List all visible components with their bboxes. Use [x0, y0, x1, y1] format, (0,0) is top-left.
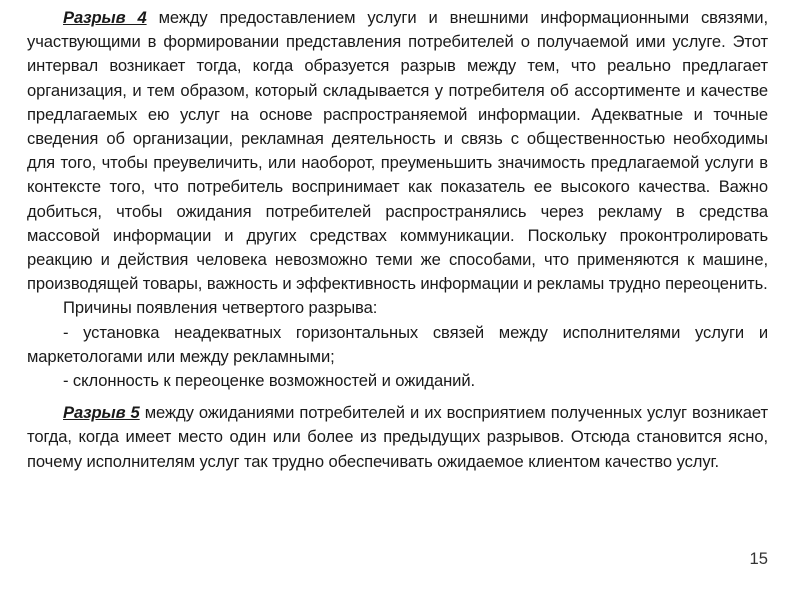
gap-5-paragraph	[27, 401, 768, 474]
gap-4-heading: Разрыв 4	[63, 8, 147, 27]
reason-item-1: - установка неадекватных горизонтальных связей между исполнителями услуги и маркетологами или между рекламными;	[27, 322, 768, 366]
gap-5-heading: Разрыв 5	[63, 403, 140, 423]
gap-4-paragraph	[27, 6, 768, 296]
reasons-intro: Причины появления четвертого разрыва:	[63, 298, 378, 318]
gap-5-text: между ожиданиями потребителей и их восприятием полученных услуг возникает тогда, когда имеет место один или более из предыдущих разрывов. Отсюда становится ясно, почему исполнителям услуг так трудно обеспечивать ожидаемое клиентом качество услуг.	[27, 403, 768, 471]
slide-body	[27, 6, 768, 474]
reason-item-2: - склонность к переоценке возможностей и ожиданий.	[63, 371, 476, 391]
page-number: 15	[749, 549, 768, 568]
gap-4-text: между предоставлением услуги и внешними информационными связями, участвующими в формировании представления потребителей о получаемой ими услуге. Этот интервал возникает тогда, когда образуется разрыв между тем, что реально предлагает организация, и тем образом, который складывается у потребителя об ассортименте и качестве предлагаемых ею услуг на основе распространяемой информации. Адекватные и точные сведения об организации, рекламная деятельность и связь с общественностью необходимы для того, чтобы преувеличить, или наоборот, преуменьшить значимость предлагаемой услуги в контексте того, что потребитель воспринимает как показатель ее высокого качества. Важно добиться, чтобы ожидания потребителей распространялись через рекламу в средства массовой информации и других средствах коммуникации. Поскольку проконтролировать реакцию и действия человека невозможно теми же способами, что применяются к машине, производящей товары, важность и эффективность информации и рекламы трудно переоценить.	[27, 8, 768, 294]
